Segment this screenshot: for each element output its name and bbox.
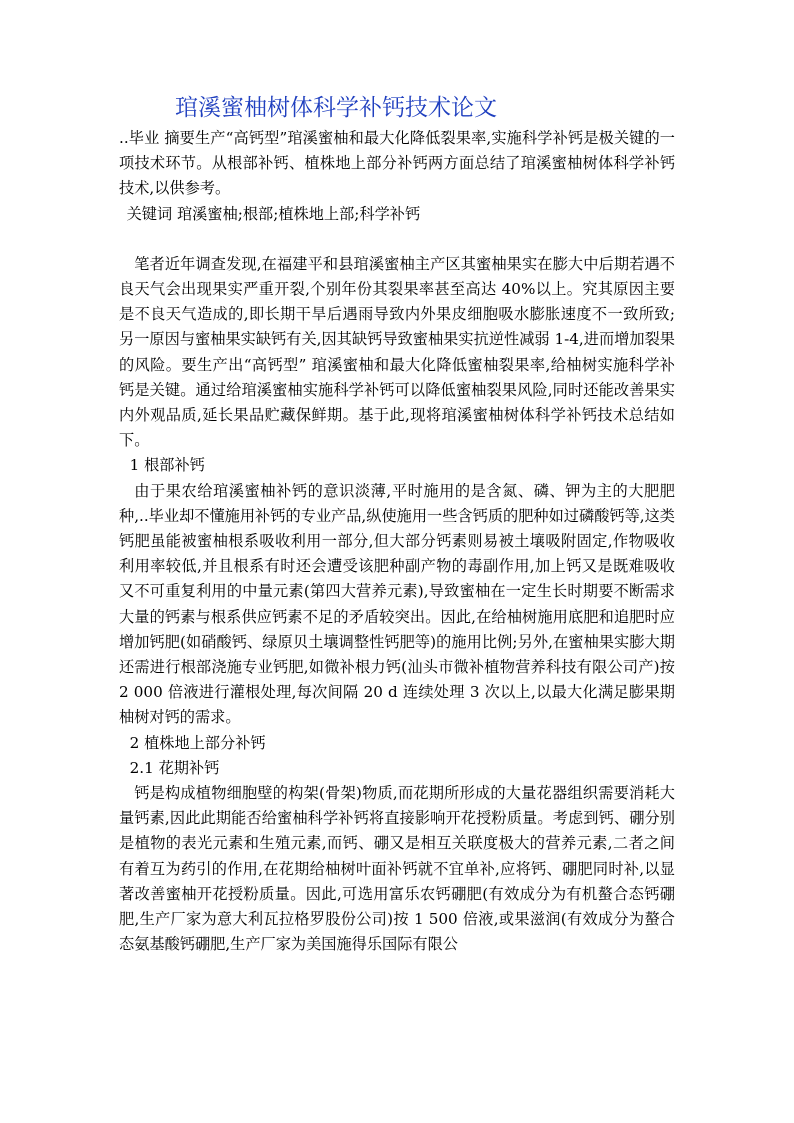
document-title: 琯溪蜜柚树体科学补钙技术论文 (175, 95, 497, 121)
section-2-heading: 2 植株地上部分补钙 (129, 733, 266, 752)
intro-paragraph: 笔者近年调查发现,在福建平和县琯溪蜜柚主产区其蜜柚果实在膨大中后期若遇不良天气会出现果实严重开裂,个别年份其裂果率甚至高达 40%以上。究其原因主要是不良天气造成的,即长期干旱后遇雨导致内外果皮细胞吸水膨胀速度不一致所致;另一原因与蜜柚果实缺钙有关,因其缺钙导致蜜柚果实抗逆性减弱 1-4,进而增加裂果的风险。要生产出“高钙型” 琯溪蜜柚和最大化降低蜜柚裂果率,给柚树实施科学补钙是关键。通过给琯溪蜜柚实施科学补钙可以降低蜜柚裂果风险,同时还能改善果实内外观品质,延长果品贮藏保鲜期。基于此,现将琯溪蜜柚树体科学补钙技术总结如下。 (119, 254, 675, 450)
section-2-1-paragraph: 钙是构成植物细胞壁的构架(骨架)物质,而花期所形成的大量花器组织需要消耗大量钙素,因此此期能否给蜜柚科学补钙将直接影响开花授粉质量。考虑到钙、硼分别是植物的表光元素和生殖元素,而钙、硼又是相互关联度极大的营养元素,二者之间有着互为药引的作用,在花期给柚树叶面补钙就不宜单补,应将钙、硼肥同时补,以显著改善蜜柚开花授粉质量。因此,可选用富乐农钙硼肥(有效成分为有机螯合态钙硼肥,生产厂家为意大利瓦拉格罗股份公司)按 1 500 倍液,或果滋润(有效成分为螯合态氨基酸钙硼肥,生产厂家为美国施得乐国际有限公 (119, 784, 675, 954)
keywords-line: 关键词 琯溪蜜柚;根部;植株地上部;科学补钙 (126, 204, 421, 223)
section-1-paragraph: 由于果农给琯溪蜜柚补钙的意识淡薄,平时施用的是含氮、磷、钾为主的大肥肥种,..毕业却不懂施用补钙的专业产品,纵使施用一些含钙质的肥种如过磷酸钙等,这类钙肥虽能被蜜柚根系吸收利用一部分,但大部分钙素则易被土壤吸附固定,作物吸收利用率较低,并且根系有时还会遭受该肥种副产物的毒副作用,加上钙又是既难吸收又不可重复利用的中量元素(第四大营养元素),导致蜜柚在一定生长时期要不断需求大量的钙素与根系供应钙素不足的矛盾较突出。因此,在给柚树施用底肥和追肥时应增加钙肥(如硝酸钙、绿原贝土壤调整性钙肥等)的施用比例;另外,在蜜柚果实膨大期还需进行根部浇施专业钙肥,如微补根力钙(汕头市微补植物营养科技有限公司产)按 2 000 倍液进行灌根处理,每次间隔 20 d 连续处理 3 次以上,以最大化满足膨果期柚树对钙的需求。 (119, 481, 675, 727)
section-1-heading: 1 根部补钙 (129, 456, 205, 475)
document-page (119, 90, 675, 958)
abstract-paragraph: ..毕业 摘要生产“高钙型”琯溪蜜柚和最大化降低裂果率,实施科学补钙是极关键的一项技术环节。从根部补钙、植株地上部分补钙两方面总结了琯溪蜜柚树体科学补钙技术,以供参考。 (119, 129, 675, 198)
section-2-1-heading: 2.1 花期补钙 (129, 758, 220, 777)
paragraph-spacer (119, 227, 675, 252)
